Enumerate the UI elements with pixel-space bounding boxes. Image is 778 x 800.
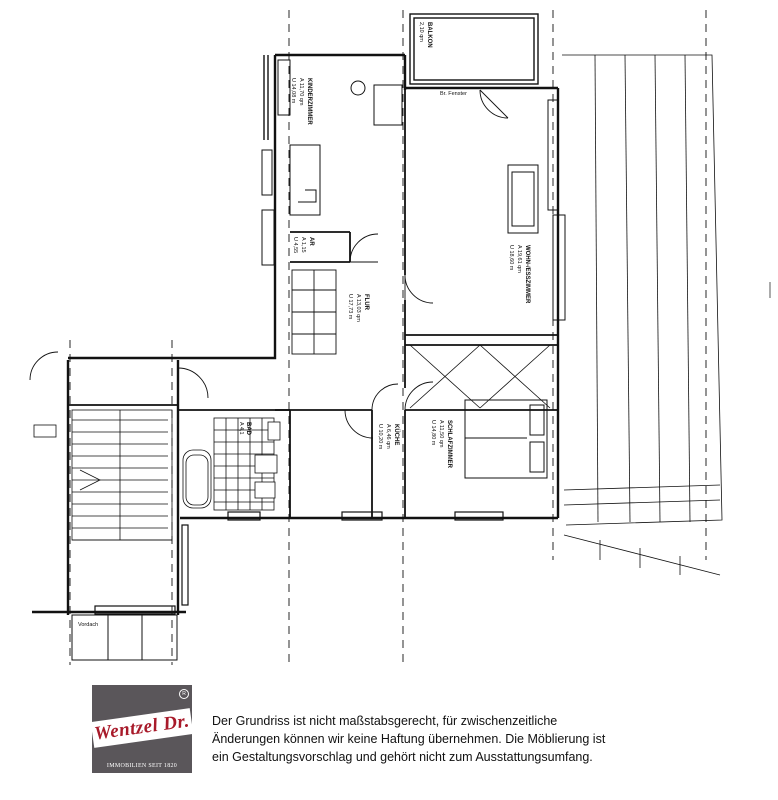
disclaimer-text — [212, 712, 682, 766]
flur-name: FLUR — [363, 294, 369, 310]
interior-walls — [68, 90, 558, 518]
kueche-area: A 6,46 qm — [385, 424, 391, 449]
vordach-label: Vordach — [78, 622, 99, 628]
logo-subtitle: IMMOBILIEN SEIT 1820 — [106, 763, 178, 769]
wentzel-logo — [92, 685, 192, 773]
kueche-perimeter: U 10,20 m — [377, 424, 383, 450]
schlafzimmer-perimeter: U 14,80 m — [430, 420, 436, 446]
logo-wordmark: Wentzel Dr. — [91, 708, 194, 748]
bathroom — [183, 418, 280, 510]
bad-area: A 4,1 — [238, 422, 244, 435]
stairwell — [34, 410, 172, 540]
terrace — [562, 55, 722, 575]
room-labels — [78, 22, 530, 628]
kinderzimmer-perimeter: U 14,08 m — [290, 78, 296, 104]
wohnzimmer-furniture — [508, 100, 565, 320]
disclaimer-line-2: Änderungen können wir keine Haftung übernehmen. Die Möblierung ist — [212, 732, 606, 746]
door-swings — [30, 90, 508, 438]
brueste-label: Br. Fenster — [440, 91, 467, 97]
kinderzimmer-area: A 11,70 qm — [298, 78, 304, 106]
balkon-area: 2,10 qm — [418, 22, 424, 42]
kinderzimmer-name: KINDERZIMMER — [306, 78, 312, 125]
wohnzimmer-name: WOHN-/ESSZIMMER — [524, 245, 530, 304]
disclaimer-line-3: ein Gestaltungsvorschlag und gehört nicht zum Ausstattungsumfang. — [212, 750, 593, 764]
ar-perimeter: U 4,55 — [292, 237, 298, 254]
wohnzimmer-area: A 19,61 qm — [516, 245, 522, 273]
wohnzimmer-perimeter: U 18,60 m — [508, 245, 514, 271]
balkon-name: BALKON — [426, 22, 432, 48]
axis-lines — [70, 10, 706, 665]
kinderzimmer-furniture — [262, 60, 402, 265]
flur-perimeter: U 17,73 m — [347, 294, 353, 320]
windows-bottom — [95, 512, 503, 614]
flur-area: A 13,03 qm — [355, 294, 361, 322]
ar-area: A 1,15 — [300, 237, 306, 253]
disclaimer-line-1: Der Grundriss ist nicht maßstabsgerecht, für zwischenzeitliche — [212, 714, 558, 728]
bed — [465, 400, 547, 478]
kitchen-diagonals — [410, 345, 550, 408]
flur-furniture — [292, 270, 336, 354]
schlafzimmer-name: SCHLAFZIMMER — [446, 420, 452, 468]
kueche-name: KÜCHE — [393, 424, 399, 446]
balcony — [264, 14, 538, 140]
schlafzimmer-area: A 11,50 qm — [438, 420, 444, 448]
registered-mark: R — [179, 689, 189, 699]
ar-name: AR — [308, 237, 314, 246]
bad-name: BAD — [245, 422, 251, 435]
